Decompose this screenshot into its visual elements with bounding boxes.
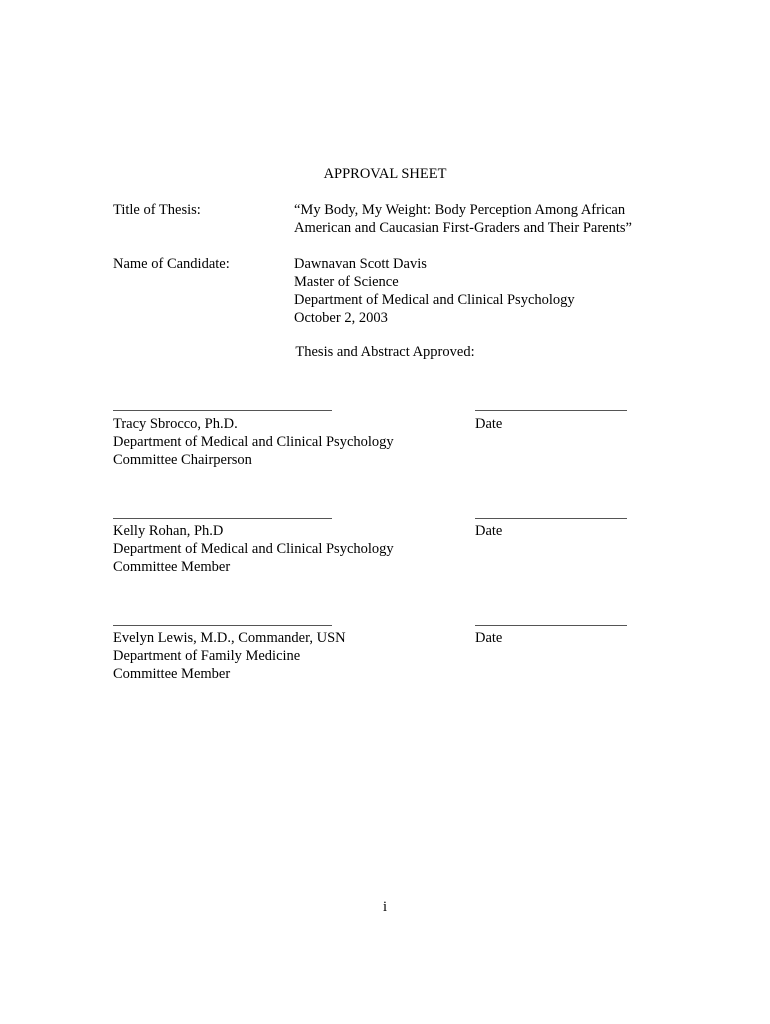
date-line — [475, 625, 627, 626]
signatory-department: Department of Medical and Clinical Psychology — [113, 541, 394, 557]
approval-statement: Thesis and Abstract Approved: — [295, 344, 475, 360]
candidate-date: October 2, 2003 — [294, 310, 388, 326]
signatory-role: Committee Member — [113, 666, 231, 682]
candidate-department: Department of Medical and Clinical Psychology — [294, 292, 575, 308]
thesis-title-line: American and Caucasian First-Graders and Their Parents” — [294, 220, 632, 236]
signatory-name: Kelly Rohan, Ph.D — [113, 523, 224, 539]
signatory-block — [113, 629, 346, 683]
page-title: APPROVAL SHEET — [323, 166, 447, 182]
signature-line — [113, 625, 332, 626]
date-label: Date — [475, 416, 503, 432]
candidate-degree: Master of Science — [294, 274, 399, 290]
signatory-name: Tracy Sbrocco, Ph.D. — [113, 416, 238, 432]
thesis-title-line: “My Body, My Weight: Body Perception Among African — [294, 202, 626, 218]
date-line — [475, 518, 627, 519]
candidate-info — [294, 255, 575, 327]
signatory-department: Department of Medical and Clinical Psychology — [113, 434, 394, 450]
signatory-role: Committee Member — [113, 559, 231, 575]
thesis-title-value — [294, 201, 632, 237]
candidate-name: Dawnavan Scott Davis — [294, 256, 427, 272]
date-label: Date — [475, 630, 503, 646]
page-number: i — [382, 899, 388, 915]
signatory-block — [113, 415, 394, 469]
candidate-label: Name of Candidate: — [113, 256, 230, 272]
signatory-name: Evelyn Lewis, M.D., Commander, USN — [113, 630, 346, 646]
signatory-role: Committee Chairperson — [113, 452, 252, 468]
date-line — [475, 410, 627, 411]
signature-line — [113, 410, 332, 411]
signatory-department: Department of Family Medicine — [113, 648, 301, 664]
thesis-title-label: Title of Thesis: — [113, 202, 201, 218]
signatory-block — [113, 522, 394, 576]
signature-line — [113, 518, 332, 519]
date-label: Date — [475, 523, 503, 539]
